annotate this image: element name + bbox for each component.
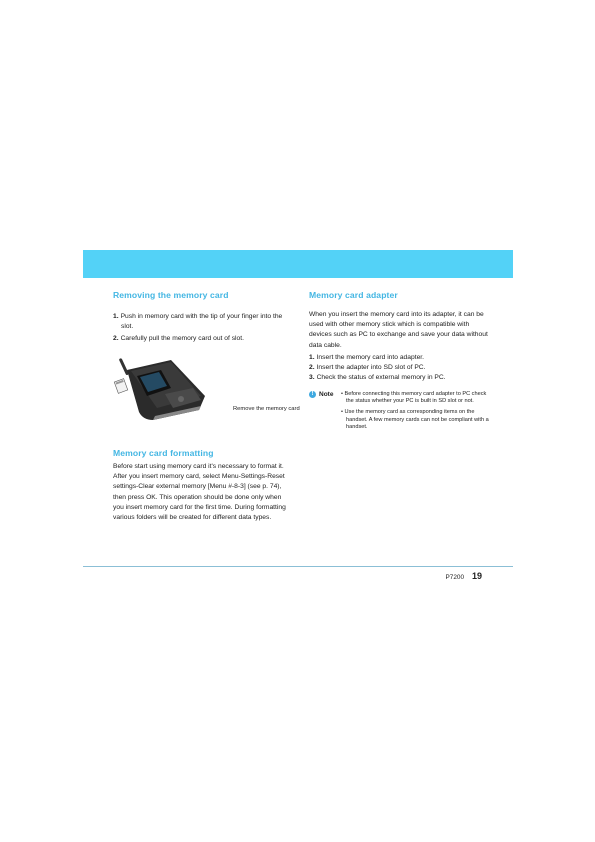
section-header-band [83, 250, 513, 278]
removing-heading: Removing the memory card [113, 290, 229, 300]
page-footer [446, 571, 482, 581]
list-item: 2. Insert the adapter into SD slot of PC. [309, 363, 426, 371]
adapter-steps [309, 353, 489, 383]
phone-illustration [113, 356, 233, 426]
note-list [309, 391, 489, 432]
phone-figure [113, 356, 303, 426]
formatting-body: Before start using memory card it's necessary to format it. After you insert memory card, select Menu-Settings-Reset settings-Clear external memory [Menu #-8-3] (see p. 74), then press OK. This operation should be done only when you insert memory card for the first time. During formatting various folders will be created for different data types. [113, 463, 286, 522]
adapter-heading: Memory card adapter [309, 290, 398, 300]
memory-card-icon [114, 379, 128, 394]
list-item: 1. Push in memory card with the tip of your finger into the slot. [113, 313, 283, 330]
info-icon: ! [309, 391, 316, 398]
left-column [113, 290, 300, 523]
right-column [309, 290, 489, 435]
footer-rule [83, 566, 513, 567]
adapter-body: When you insert the memory card into its adapter, it can be used with other memory stick which is compatible with devices such as PC to exchange and save your data without data cable. [309, 311, 488, 349]
note-box [309, 391, 489, 432]
page-number: 19 [471, 571, 482, 581]
note-label: Note [319, 390, 334, 398]
list-item: 2. Carefully pull the memory card out of slot. [113, 335, 244, 342]
note-item: • Use the memory card as corresponding items on the handset. A few memory cards can not be compliant with a handset. [341, 409, 489, 431]
figure-caption: Remove the memory card [233, 406, 300, 412]
note-item: • Before connecting this memory card adapter to PC check the status whether your PC is built in SD slot or not. [341, 390, 487, 405]
removing-steps [113, 312, 293, 344]
list-item: 3. Check the status of external memory in PC. [309, 373, 446, 381]
model-name: P7200 [445, 574, 465, 581]
formatting-heading: Memory card formatting [113, 448, 214, 458]
list-item: 1. Insert the memory card into adapter. [309, 353, 425, 361]
